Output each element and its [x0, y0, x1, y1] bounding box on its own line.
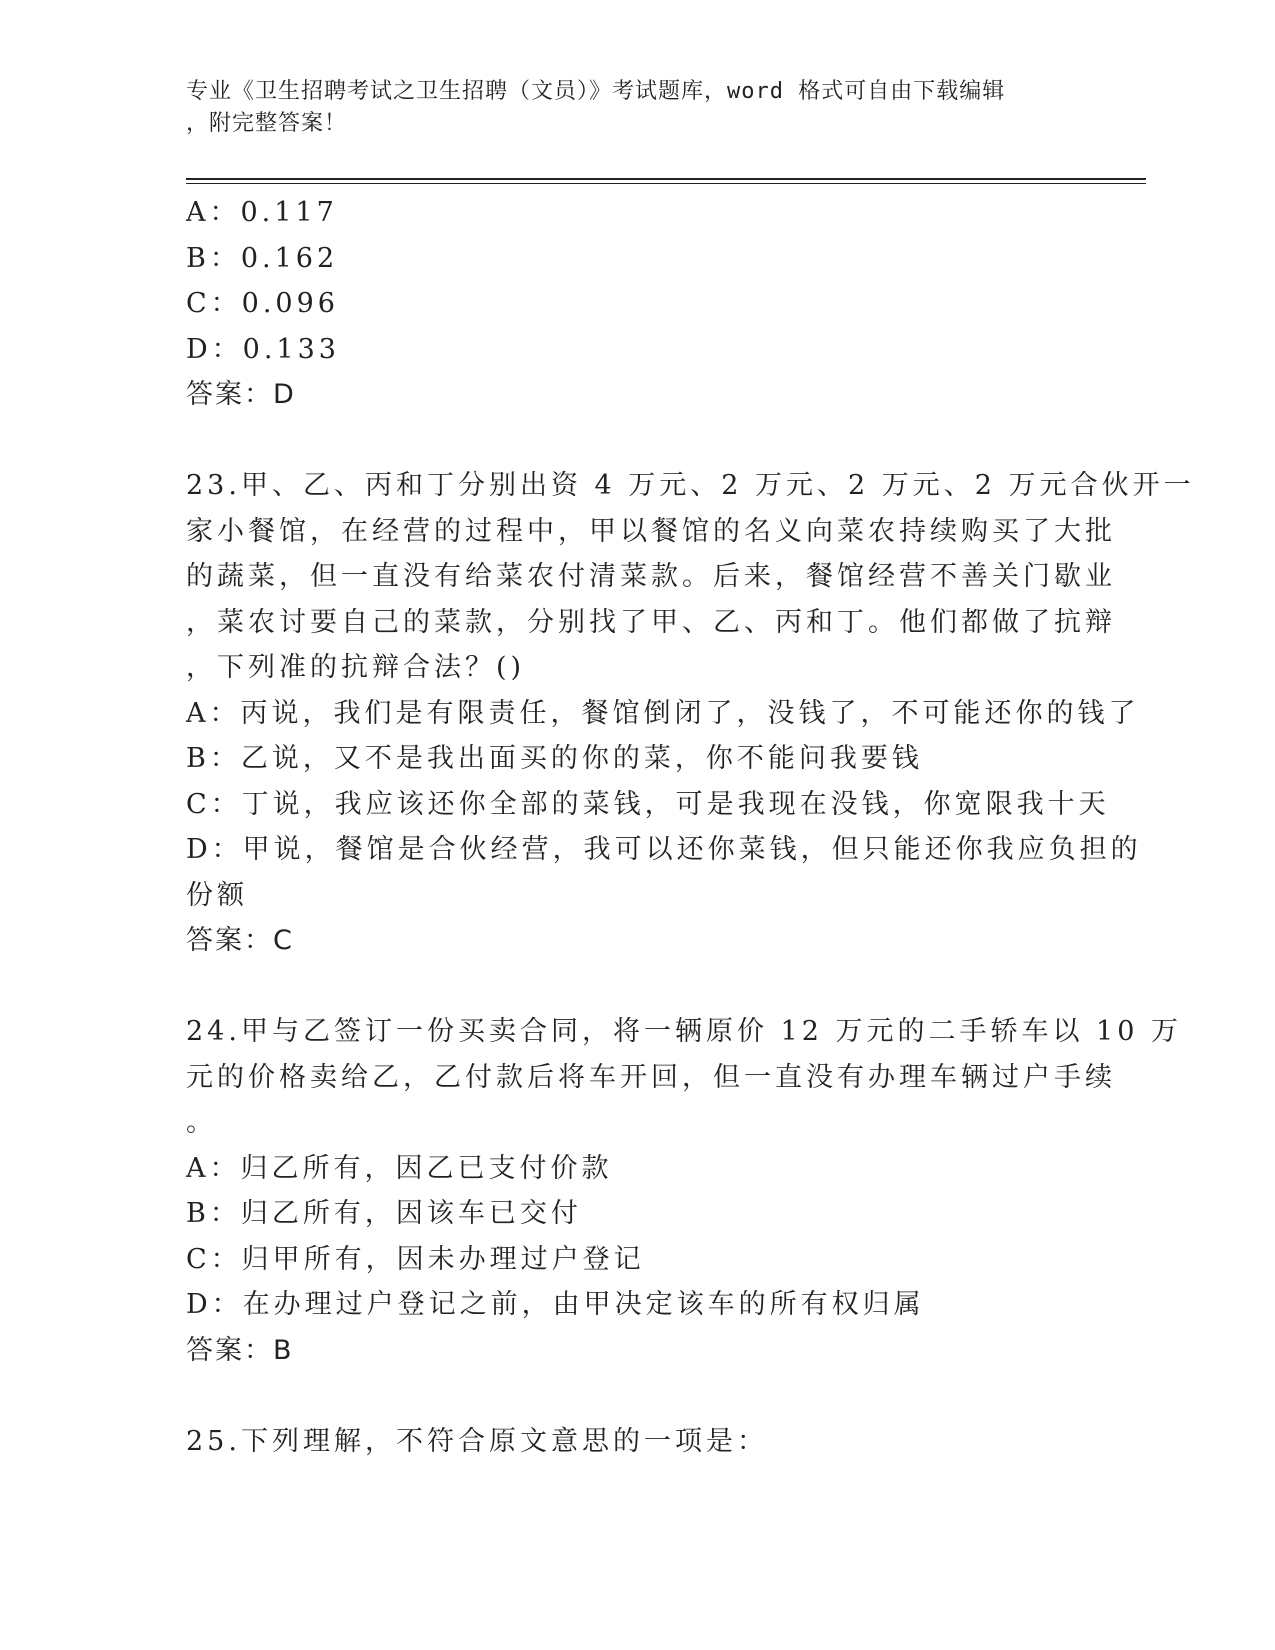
q24-option-c: C：归甲所有，因未办理过户登记	[186, 1243, 645, 1275]
q23-option-d: D：甲说，餐馆是合伙经营，我可以还你菜钱，但只能还你我应负担的	[186, 834, 1142, 865]
q24-stem-line: 24.甲与乙签订一份买卖合同，将一辆原价 12 万元的二手轿车以 10 万	[186, 1016, 1182, 1047]
q24-stem-line: 。	[186, 1107, 217, 1138]
q22-option-c: C：0.096	[186, 288, 339, 319]
q24-option-d: D：在办理过户登记之前，由甲决定该车的所有权归属	[186, 1289, 925, 1320]
q23-answer: 答案：C	[186, 925, 294, 956]
spacer	[186, 964, 1086, 1010]
q24-stem-line: 元的价格卖给乙，乙付款后将车开回，但一直没有办理车辆过户手续	[186, 1061, 1116, 1093]
q24-option-b: B：归乙所有，因该车已交付	[186, 1198, 582, 1229]
q23-stem-line: ，下列准的抗辩合法？()	[186, 652, 526, 683]
q23-stem-line: 的蔬菜，但一直没有给菜农付清菜款。后来，餐馆经营不善关门歇业	[186, 561, 1116, 592]
header-title-line-1: 专业《卫生招聘考试之卫生招聘（文员）》考试题库，word 格式可自由下载编辑	[186, 79, 1006, 104]
q23-stem-line: 23.甲、乙、丙和丁分别出资 4 万元、2 万元、2 万元、2 万元合伙开一	[186, 470, 1195, 501]
q23-stem-line: ，菜农讨要自己的菜款，分别找了甲、乙、丙和丁。他们都做了抗辩	[186, 606, 1116, 638]
spacer	[186, 418, 1086, 464]
header-divider-thin	[186, 183, 1146, 184]
q23-option-a: A：丙说，我们是有限责任，餐馆倒闭了，没钱了，不可能还你的钱了	[186, 697, 1140, 729]
q22-option-b: B：0.162	[186, 242, 339, 274]
q22-answer: 答案：D	[186, 379, 296, 410]
q25-stem: 25.下列理解，不符合原文意思的一项是：	[186, 1425, 768, 1457]
q23-option-d-continued: 份额	[186, 879, 248, 911]
q24-answer: 答案：B	[186, 1334, 294, 1366]
question-23-block	[186, 463, 1195, 964]
question-22-block	[186, 190, 1086, 418]
q22-option-d: D：0.133	[186, 333, 340, 365]
question-24-block	[186, 1009, 1182, 1373]
q23-option-b: B：乙说，又不是我出面买的你的菜，你不能问我要钱	[186, 743, 923, 774]
header-divider-thick	[186, 178, 1146, 180]
question-25-block	[186, 1419, 1086, 1465]
q23-option-c: C：丁说，我应该还你全部的菜钱，可是我现在没钱，你宽限我十天	[186, 788, 1110, 820]
q22-option-a: A：0.117	[186, 197, 338, 228]
q24-option-a: A：归乙所有，因乙已支付价款	[186, 1152, 613, 1184]
document-header	[186, 76, 1066, 140]
header-title-line-2: ，附完整答案！	[186, 111, 348, 136]
spacer	[186, 1373, 1086, 1419]
document-content	[186, 190, 1195, 1464]
q23-stem-line: 家小餐馆，在经营的过程中，甲以餐馆的名义向菜农持续购买了大批	[186, 515, 1116, 547]
